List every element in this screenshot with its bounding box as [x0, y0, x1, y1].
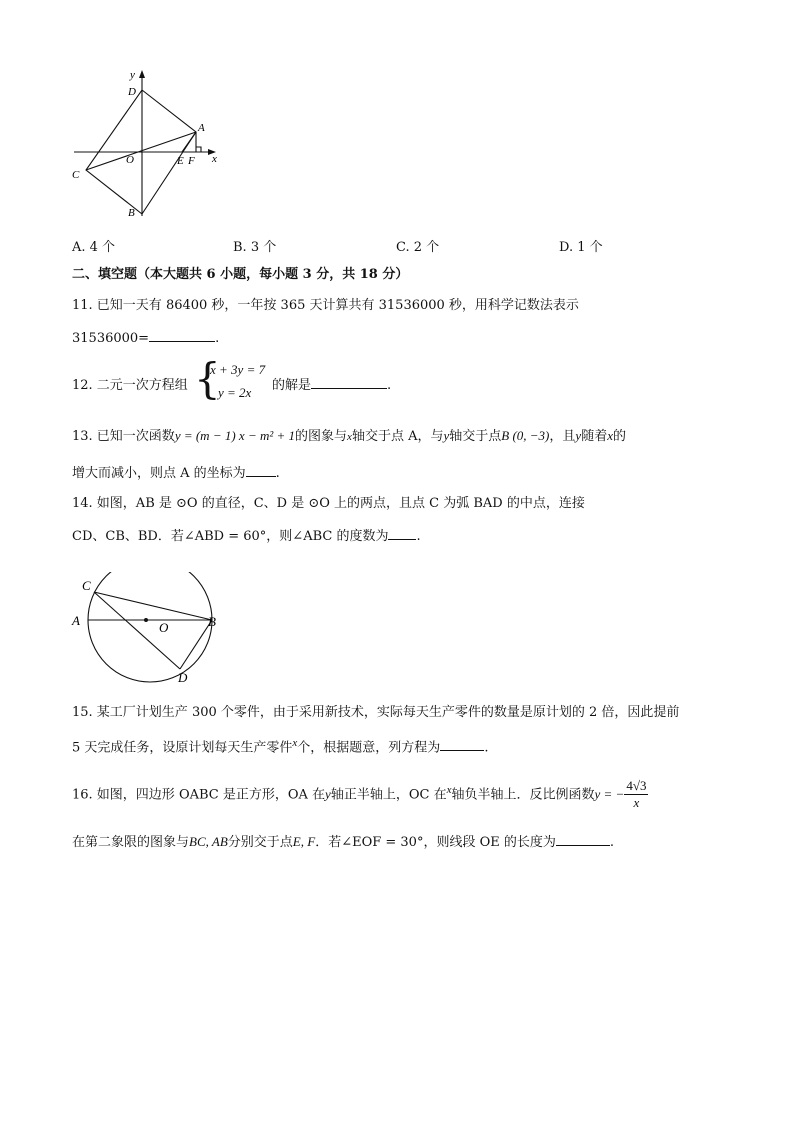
figure-rhombus-axes [64, 64, 234, 224]
q13-y1: y [443, 428, 450, 443]
q16-y: y [325, 786, 331, 802]
q15-line1: 15. 某工厂计划生产 300 个零件，由于采用新技术，实际每天生产零件的数量是原计划的 2 倍，因此提前 [72, 705, 680, 720]
q12-suffix [272, 374, 391, 393]
q13-line2 [72, 463, 280, 483]
label-b: B [128, 207, 135, 219]
q16-end: . [609, 835, 614, 850]
choice-b: B. 3 个 [233, 240, 277, 255]
q16-line1-prefix: 16. 如图，四边形 OABC 是正方形，OA 在 [72, 787, 326, 803]
label-d2: D [178, 670, 188, 684]
q11-line1: 11. 已知一天有 86400 秒，一年按 365 天计算共有 31536000 秒，用科学记数法表示 [72, 298, 579, 313]
q13-function: y = (m − 1) x − m² + 1 [174, 428, 296, 443]
q13-point-b: B (0, −3) [501, 428, 550, 443]
choice-d: D. 1 个 [559, 240, 603, 255]
right-angle-mark [196, 147, 201, 152]
q16-frac-den: x [633, 795, 640, 811]
q15-line2 [72, 734, 488, 757]
q13-end: . [275, 466, 280, 481]
label-o2: O [159, 620, 169, 635]
q13-line1 [72, 427, 626, 446]
label-c: C [72, 169, 80, 181]
chord-cb [94, 592, 212, 620]
q14-line2-text: CD、CB、BD．若∠ABD = 60°，则∠ABC 的度数为 [72, 529, 389, 544]
figure-circle [66, 572, 226, 684]
q12-answer-blank[interactable] [311, 375, 387, 389]
q16-x: x [446, 784, 452, 796]
q16-line1-mid1: 轴正半轴上，OC 在 [330, 787, 447, 803]
choice-c: C. 2 个 [396, 240, 440, 255]
q11-answer-blank[interactable] [149, 328, 215, 342]
q12-prefix: 12. 二元一次方程组 [72, 378, 188, 393]
q13-p4: 轴交于点 [449, 429, 502, 444]
q13-p6: 随着 [581, 429, 608, 444]
label-o: O [126, 154, 134, 166]
q15-line2-mid: 个，根据题意，列方程为 [297, 740, 441, 756]
q11-prefix: 31536000= [72, 331, 150, 346]
q12-end: . [387, 378, 392, 393]
label-c2: C [82, 578, 91, 593]
label-e: E [177, 155, 184, 167]
q16-line2-mid: 分别交于点 [227, 835, 293, 850]
q13-answer-blank[interactable] [246, 463, 276, 477]
q13-p3: 轴交于点 A，与 [351, 429, 444, 444]
label-a2: A [72, 613, 80, 628]
q12 [72, 354, 472, 406]
q16-frac-num: 4√3 [626, 778, 647, 794]
q16-line2-mid2: ．若∠EOF = 30°，则线段 OE 的长度为 [315, 835, 556, 850]
q16-answer-blank[interactable] [556, 832, 610, 846]
q13-x2: x [607, 428, 613, 443]
label-f: F [188, 155, 195, 167]
q15-answer-blank[interactable] [440, 737, 484, 751]
q14-line2 [72, 526, 421, 546]
q14-line1: 14. 如图，AB 是 ⊙O 的直径，C、D 是 ⊙O 上的两点，且点 C 为弧 BAD 的中点，连接 [72, 496, 585, 511]
q14-end: . [416, 529, 421, 544]
q16-line1-mid2: 轴负半轴上．反比例函数 [451, 787, 595, 803]
q13-line2-text: 增大而减小，则点 A 的坐标为 [72, 466, 246, 481]
q16-points: E, F [292, 834, 316, 849]
q13-p2: 的图象与 [295, 429, 348, 444]
circle-o [88, 572, 212, 682]
label-a: A [198, 122, 205, 134]
q14-answer-blank[interactable] [388, 526, 416, 540]
label-x: x [212, 153, 217, 165]
q15-line2-prefix: 5 天完成任务，设原计划每天生产零件 [72, 740, 293, 756]
center-dot [144, 618, 148, 622]
q12-eq1: x + 3y = 7 [210, 362, 266, 377]
q16-line2 [72, 832, 614, 852]
q16-sides: BC, AB [189, 834, 228, 849]
y-axis-arrow [139, 70, 145, 78]
q16-function-lhs: y = − [594, 786, 625, 802]
q15-var-x: x [292, 737, 298, 749]
q16-line1 [72, 772, 648, 813]
q13-x1: x [347, 431, 352, 443]
q11-end: . [215, 331, 220, 346]
q16-line2-prefix: 在第二象限的图象与 [72, 835, 190, 850]
q11-line2 [72, 328, 219, 348]
label-b2: B [208, 614, 216, 629]
q13-p1: 13. 已知一次函数 [72, 429, 175, 444]
q12-suffix-text: 的解是 [272, 378, 312, 393]
q13-y2: y [575, 428, 582, 443]
q15-end: . [484, 740, 489, 756]
q13-p7: 的 [612, 429, 626, 444]
q16-fraction [624, 778, 648, 811]
label-d: D [128, 86, 136, 98]
q13-p5: ，且 [549, 429, 576, 444]
q12-eq2: y = 2x [218, 385, 252, 400]
label-y: y [130, 69, 135, 81]
choice-a: A. 4 个 [72, 240, 116, 255]
section-title: 二、填空题（本大题共 6 小题，每小题 3 分，共 18 分） [72, 267, 409, 282]
q12-brace: { [194, 354, 221, 403]
